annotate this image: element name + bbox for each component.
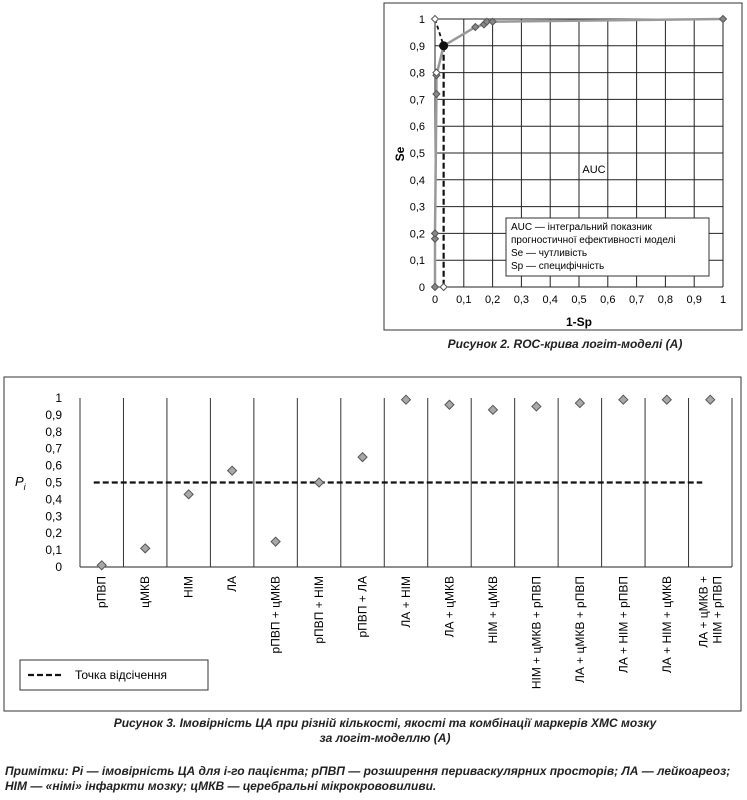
- probability-y-tick-label: 1: [55, 391, 62, 405]
- probability-y-tick-label: 0,2: [45, 526, 62, 541]
- probability-point: [532, 402, 541, 411]
- notes-text: Примітки: Pi — імовірність ЦА для і-го пацієнта; рПВП — розширення периваскулярних просторів; ЛА — лейкоареоз; НІМ — «німі» інфаркти мозку; цМКВ — церебральні мікрокрововиливи.: [5, 764, 731, 793]
- roc-y-tick-label: 0,3: [409, 201, 425, 214]
- category-label: рПВП + цМКВ: [268, 576, 283, 654]
- roc-x-tick-label: 0,9: [686, 294, 702, 306]
- category-label: рПВП + ЛА: [355, 576, 370, 638]
- roc-legend-line: AUC — інтегральний показник: [511, 222, 652, 233]
- probability-point: [706, 395, 715, 404]
- roc-y-tick-label: 0,2: [409, 228, 425, 241]
- y-label-subscript: i: [23, 482, 26, 492]
- category-label: ЛА + НІМ: [399, 576, 413, 628]
- category-label: НІМ: [181, 576, 196, 598]
- roc-y-tick-label: 0,4: [409, 174, 425, 187]
- probability-y-axis-label: [15, 474, 27, 492]
- roc-x-tick-label: 0,4: [542, 294, 558, 306]
- roc-y-tick-label: 1: [418, 14, 425, 26]
- probability-point: [619, 395, 628, 404]
- probability-y-tick-label: 0,5: [45, 475, 62, 490]
- category-label: рПВП: [94, 576, 109, 608]
- auc-area-label: AUC: [582, 164, 606, 176]
- category-label: ЛА + НІМ + рПВП: [616, 576, 631, 674]
- category-label: ЛА + цМКВ +: [696, 576, 711, 648]
- probability-point: [315, 478, 324, 487]
- probability-point: [358, 453, 367, 462]
- category-label: ЛА + НІМ + цМКВ: [659, 576, 674, 674]
- probability-point: [184, 490, 193, 499]
- roc-x-tick-label: 0,1: [456, 294, 472, 306]
- probability-point: [228, 466, 237, 475]
- figure-3-caption-line1: Рисунок 3. Імовірність ЦА при різній кількості, якості та комбінації маркерів ХМС мозку: [113, 716, 657, 730]
- probability-point: [271, 537, 280, 546]
- roc-x-tick-label: 0,5: [571, 294, 587, 306]
- y-label-main: P: [15, 474, 24, 489]
- probability-lines: [94, 395, 715, 570]
- roc-x-tick-label: 0,2: [484, 294, 501, 306]
- probability-point: [445, 400, 454, 409]
- roc-y-tick-label: 0,8: [409, 67, 425, 80]
- probability-point: [141, 544, 150, 553]
- category-label: НІМ + рПВП: [710, 576, 725, 644]
- probability-point: [575, 399, 584, 408]
- figure-3-caption-line2: за логіт-моделлю (А): [319, 731, 451, 745]
- probability-point: [662, 395, 671, 404]
- figure-3-caption: [40, 716, 730, 746]
- category-label: цМКВ: [138, 576, 153, 608]
- probability-y-tick-label: 0,9: [45, 407, 62, 422]
- roc-x-tick-label: 1: [719, 294, 727, 306]
- roc-x-tick-label: 0,8: [657, 294, 674, 306]
- roc-x-tick-label: 0,3: [513, 294, 530, 306]
- roc-x-tick-label: 0: [431, 294, 439, 306]
- roc-x-tick-label: 0,7: [628, 294, 645, 306]
- category-label: ЛА: [225, 576, 240, 592]
- probability-point: [402, 395, 411, 404]
- roc-y-tick-label: 0,7: [409, 94, 425, 107]
- roc-y-tick-label: 0,6: [409, 121, 425, 134]
- probability-point: [488, 405, 497, 414]
- probability-tick-labels: [45, 391, 62, 574]
- probability-y-tick-label: 0,8: [45, 424, 62, 439]
- category-label: НІМ + цМКВ: [485, 576, 500, 644]
- category-label: ЛА + цМКВ: [442, 576, 457, 638]
- legend-cutoff-label: Точка відсічення: [75, 668, 167, 682]
- probability-y-tick-label: 0,7: [45, 441, 62, 456]
- probability-y-tick-label: 0: [55, 560, 62, 574]
- probability-y-tick-label: 0,4: [45, 492, 62, 507]
- roc-y-tick-label: 0,5: [409, 148, 425, 160]
- roc-legend-line: прогностичної ефективності моделі: [511, 235, 676, 246]
- roc-legend-line: Se — чутливість: [511, 248, 588, 259]
- probability-point: [97, 561, 106, 570]
- probability-legend: [20, 660, 208, 690]
- roc-y-axis-label: Se: [393, 146, 407, 162]
- category-label: рПВП + НІМ: [312, 576, 327, 644]
- roc-y-tick-label: 0,9: [409, 40, 425, 53]
- roc-y-tick-label: 0: [418, 282, 425, 294]
- figure-2-caption: Рисунок 2. ROC-крива логіт-моделі (А): [447, 337, 683, 351]
- probability-y-tick-label: 0,6: [45, 458, 62, 473]
- roc-x-axis-label: 1-Sp: [565, 315, 593, 329]
- category-label: НІМ + цМКВ + рПВП: [529, 576, 544, 690]
- probability-y-tick-label: 0,1: [45, 543, 62, 558]
- probability-y-tick-label: 0,3: [45, 509, 62, 524]
- roc-legend-line: Sp — специфічність: [511, 261, 605, 272]
- roc-y-tick-label: 0,1: [409, 255, 425, 268]
- roc-x-tick-label: 0,6: [600, 294, 616, 306]
- category-label: ЛА + цМКВ + рПВП: [572, 576, 587, 684]
